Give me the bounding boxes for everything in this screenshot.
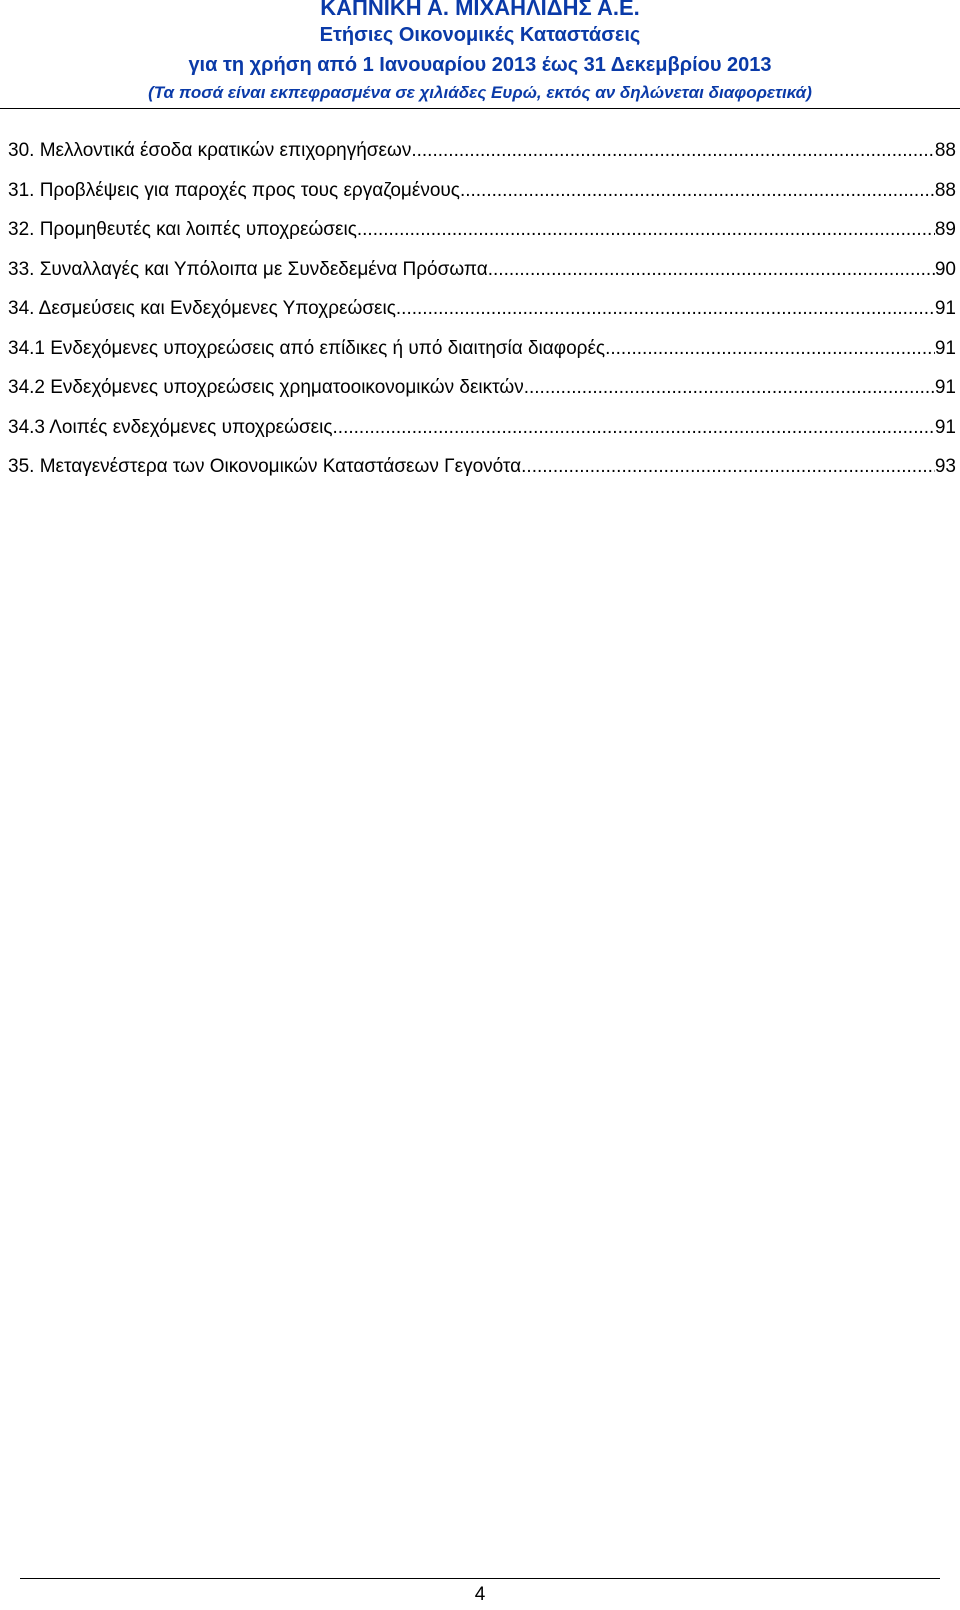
toc-entry[interactable] <box>8 408 956 448</box>
toc-entry-page: 91 <box>934 298 956 319</box>
toc-dot-leader <box>521 447 935 487</box>
toc-entry[interactable] <box>8 210 956 250</box>
toc-entry[interactable] <box>8 250 956 290</box>
toc-entry-page: 93 <box>934 456 956 477</box>
toc-dot-leader <box>460 171 935 211</box>
toc-dot-leader <box>357 210 935 250</box>
toc-entry-page: 89 <box>934 219 956 240</box>
toc-entry[interactable] <box>8 131 956 171</box>
currency-note: (Τα ποσά είναι εκπεφρασμένα σε χιλιάδες Ευρώ, εκτός αν δηλώνεται διαφορετικά) <box>148 83 812 102</box>
toc-entry[interactable] <box>8 368 956 408</box>
page-number: 4 <box>474 1584 486 1605</box>
toc-entry-page: 91 <box>934 377 956 398</box>
toc-entry-page: 90 <box>934 258 956 280</box>
toc-entry-title: 35. Μεταγενέστερα των Οικονομικών Καταστάσεων Γεγονότα <box>8 456 522 477</box>
toc-entry[interactable] <box>8 171 956 211</box>
toc-entry-title: 34.2 Ενδεχόμενες υποχρεώσεις χρηματοοικονομικών δεικτών <box>8 377 524 398</box>
header-divider <box>0 108 960 109</box>
toc-entry-title: 30. Μελλοντικά έσοδα κρατικών επιχορηγήσεων <box>8 140 412 161</box>
company-name: ΚΑΠΝΙΚΗ Α. ΜΙΧΑΗΛΙΔΗΣ Α.Ε. <box>320 0 640 20</box>
toc-entry-title: 34.3 Λοιπές ενδεχόμενες υποχρεώσεις <box>8 416 333 438</box>
table-of-contents <box>8 131 956 487</box>
toc-entry-title: 34.1 Ενδεχόμενες υποχρεώσεις από επίδικες ή υπό διαιτησία διαφορές <box>8 337 606 359</box>
toc-dot-leader <box>488 250 935 290</box>
toc-entry[interactable] <box>8 329 956 369</box>
toc-dot-leader <box>411 131 935 171</box>
toc-dot-leader <box>524 368 935 408</box>
reporting-period: για τη χρήση από 1 Ιανουαρίου 2013 έως 31 Δεκεμβρίου 2013 <box>188 54 772 76</box>
toc-entry-title: 31. Προβλέψεις για παροχές προς τους εργαζομένους <box>8 179 460 201</box>
toc-entry-page: 88 <box>934 140 956 161</box>
toc-dot-leader <box>605 329 935 369</box>
toc-dot-leader <box>333 408 935 448</box>
report-title: Ετήσιες Οικονομικές Καταστάσεις <box>319 24 641 46</box>
toc-entry-page: 91 <box>934 337 956 359</box>
toc-entry-title: 34. Δεσμεύσεις και Ενδεχόμενες Υποχρεώσεις <box>8 298 396 319</box>
toc-entry-page: 91 <box>934 416 956 438</box>
footer-divider <box>20 1578 940 1579</box>
toc-entry-title: 32. Προμηθευτές και λοιπές υποχρεώσεις <box>8 219 357 240</box>
toc-entry-page: 88 <box>934 179 956 201</box>
toc-entry[interactable] <box>8 289 956 329</box>
document-header <box>0 0 960 106</box>
toc-dot-leader <box>396 289 935 329</box>
toc-entry-title: 33. Συναλλαγές και Υπόλοιπα με Συνδεδεμένα Πρόσωπα <box>8 258 488 280</box>
toc-entry[interactable] <box>8 447 956 487</box>
